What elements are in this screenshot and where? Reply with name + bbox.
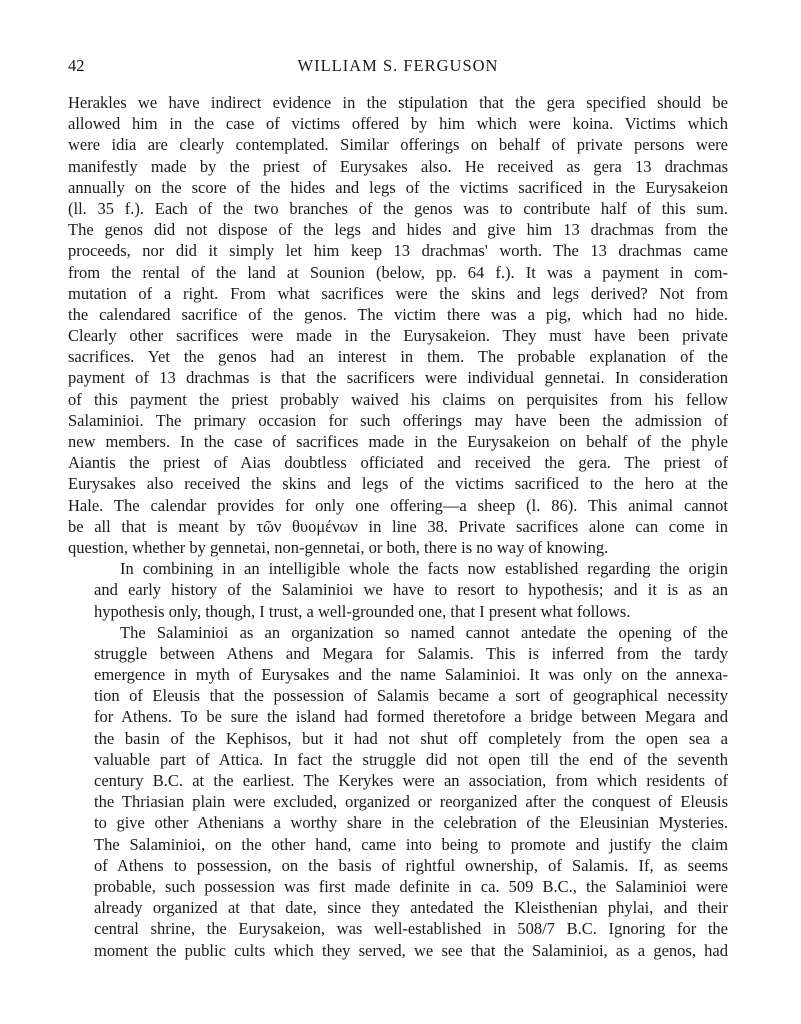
page-number: 42	[68, 56, 85, 75]
text-line: emergence in myth of Eurysakes and the name Salaminioi. It was only on the annexa-	[94, 665, 728, 685]
text-line: to give other Athenians a worthy share in the celebration of the Eleusinian Mysteries.	[94, 813, 728, 833]
text-line: of Athens to possession, on the basis of rightful ownership, of Salamis. If, as seems	[94, 855, 728, 875]
text-line: moment the public cults which they served, we see that the Salaminioi, as a genos, had	[94, 940, 728, 960]
text-line: be all that is meant by τῶν θυομένων in line 38. Private sacrifices alone can come in	[68, 516, 728, 536]
paragraph-2	[68, 558, 728, 622]
running-title: WILLIAM S. FERGUSON	[297, 56, 499, 75]
text-line: (ll. 35 f.). Each of the two branches of the genos was to contribute half of this sum.	[68, 198, 728, 218]
text-line: mutation of a right. From what sacrifices were the skins and legs derived? Not from	[68, 283, 728, 303]
text-line: the Thriasian plain were excluded, organized or reorganized after the conquest of Eleusis	[94, 792, 728, 812]
text-line: The Salaminioi, on the other hand, came into being to promote and justify the claim	[94, 834, 728, 854]
text-line: Eurysakes also received the skins and legs of the victims sacrificed to the hero at the	[68, 474, 728, 494]
text-line: and early history of the Salaminioi we have to resort to hypothesis; and it is as an	[94, 580, 728, 600]
text-line: Salaminioi. The primary occasion for such offerings may have been the admission of	[68, 410, 728, 430]
text-line: Hale. The calendar provides for only one offering—a sheep (l. 86). This animal cannot	[68, 495, 728, 515]
text-line: central shrine, the Eurysakeion, was well-established in 508/7 B.C. Ignoring for the	[94, 919, 728, 939]
text-line: probable, such possession was first made definite in ca. 509 B.C., the Salaminioi were	[94, 876, 728, 896]
text-line: manifestly made by the priest of Eurysakes also. He received as gera 13 drachmas	[68, 156, 728, 176]
text-line: the basin of the Kephisos, but it had not shut off completely from the open sea a	[94, 728, 728, 748]
text-line: the calendared sacrifice of the genos. The victim there was a pig, which had no hide.	[68, 304, 728, 324]
text-line: Aiantis the priest of Aias doubtless officiated and received the gera. The priest of	[68, 453, 728, 473]
text-line: of this payment the priest probably waived his claims on perquisites from his fellow	[68, 389, 728, 409]
paragraph-1	[68, 92, 728, 558]
text-line: question, whether by gennetai, non-gennetai, or both, there is no way of knowing.	[68, 537, 609, 557]
text-line: The Salaminioi as an organization so named cannot antedate the opening of the	[120, 622, 728, 642]
text-line: new members. In the case of sacrifices made in the Eurysakeion on behalf of the phyle	[68, 432, 728, 451]
text-line: The genos did not dispose of the legs and hides and give him 13 drachmas from the	[68, 220, 728, 240]
text-line: annually on the score of the hides and legs of the victims sacrificed in the Eurysakeion	[68, 177, 728, 197]
text-line: struggle between Athens and Megara for Salamis. This is inferred from the tardy	[94, 643, 728, 663]
body-text	[68, 92, 728, 961]
text-line: for Athens. To be sure the island had formed theretofore a bridge between Megara and	[94, 707, 728, 727]
text-line: valuable part of Attica. In fact the struggle did not open till the end of the seventh	[94, 749, 728, 769]
text-line: proceeds, nor did it simply let him keep 13 drachmas' worth. The 13 drachmas came	[68, 241, 728, 261]
text-line: payment of 13 drachmas is that the sacrificers were individual gennetai. In consideration	[68, 368, 728, 388]
running-head	[68, 56, 728, 80]
text-line: tion of Eleusis that the possession of Salamis became a sort of geographical necessity	[94, 686, 728, 706]
text-line: already organized at that date, since they antedated the Kleisthenian phylai, and their	[94, 898, 728, 918]
text-line: In combining in an intelligible whole the facts now established regarding the origin	[120, 559, 728, 579]
text-line: sacrifices. Yet the genos had an interest in them. The probable explanation of the	[68, 347, 728, 367]
text-line: allowed him in the case of victims offered by him which were koina. Victims which	[68, 114, 728, 134]
text-line: Clearly other sacrifices were made in the Eurysakeion. They must have been private	[68, 326, 728, 346]
text-line: century B.C. at the earliest. The Kerykes were an association, from which residents of	[94, 771, 728, 790]
text-line: Herakles we have indirect evidence in the stipulation that the gera specified should be	[68, 93, 728, 112]
text-line: were idia are clearly contemplated. Similar offerings on behalf of private persons were	[68, 135, 728, 155]
paragraph-3	[68, 622, 728, 961]
text-line: from the rental of the land at Sounion (below, pp. 64 f.). It was a payment in com-	[68, 262, 728, 282]
text-line: hypothesis only, though, I trust, a well-grounded one, that I present what follows.	[94, 601, 631, 621]
